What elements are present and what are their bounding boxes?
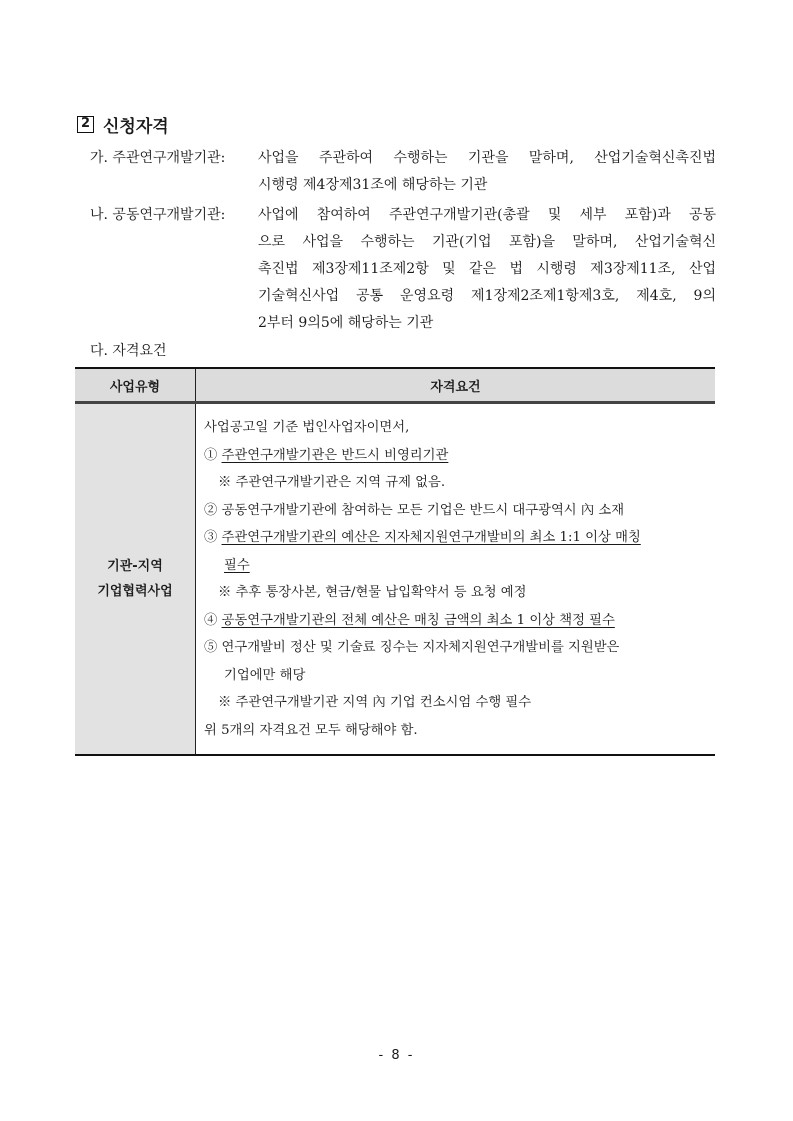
requirement-text: 주관연구개발기관은 반드시 비영리기관	[221, 447, 449, 463]
requirement-4	[204, 607, 707, 635]
requirement-text: 공동연구개발기관의 전체 예산은 매칭 금액의 최소 1 이상 책정 필수	[221, 612, 615, 628]
business-type-cell	[75, 403, 196, 756]
business-type-line: 기관-지역	[107, 559, 163, 574]
requirements-table	[75, 367, 715, 756]
table-row	[75, 403, 715, 756]
definition-line: 촉진법 제3장제11조제2항 및 같은 법 시행령 제3장제11조, 산업	[258, 261, 716, 277]
section-number-box: 2	[77, 116, 94, 133]
definition-line: 으로 사업을 수행하는 기관(기업 포함)을 말하며, 산업기술혁신	[258, 234, 716, 250]
requirement-5	[204, 634, 707, 662]
requirement-text: 연구개발비 정산 및 기술료 징수는 지자체지원연구개발비를 지원받은	[221, 640, 620, 655]
requirement-3	[204, 524, 707, 552]
item-marker: ③	[204, 530, 218, 545]
requirement-5-cont: 기업에만 해당	[224, 667, 306, 683]
business-type-line: 기업협력사업	[97, 584, 173, 599]
item-marker: ①	[204, 447, 218, 463]
requirement-5-note: ※ 주관연구개발기관 지역 內 기업 컨소시엄 수행 필수	[218, 695, 532, 710]
header-requirements: 자격요건	[196, 368, 716, 403]
requirements-cell	[196, 403, 716, 756]
definition-text	[258, 202, 716, 337]
requirement-1	[204, 442, 707, 470]
definition-label: 가. 주관연구개발기관:	[90, 150, 226, 166]
item-marker: ②	[204, 502, 218, 518]
intro-text: 사업공고일 기준 법인사업자이면서,	[204, 420, 410, 435]
definition-label: 나. 공동연구개발기관:	[90, 207, 226, 223]
requirement-3-cont	[204, 552, 707, 580]
requirement-text: 공동연구개발기관에 참여하는 모든 기업은 반드시 대구광역시 內 소재	[221, 502, 625, 518]
section-title	[77, 112, 169, 137]
item-marker: ④	[204, 612, 218, 628]
requirement-1-note: ※ 주관연구개발기관은 지역 규제 없음.	[218, 475, 446, 490]
requirement-text: 필수	[224, 557, 250, 573]
header-business-type: 사업유형	[75, 368, 196, 403]
definition-line: 사업을 주관하여 수행하는 기관을 말하며, 산업기술혁신촉진법	[258, 150, 716, 166]
definition-text	[258, 145, 716, 199]
definition-line: 시행령 제4장제31조에 해당하는 기관	[258, 177, 488, 193]
definition-line: 2부터 9의5에 해당하는 기관	[258, 315, 434, 331]
definition-line: 기술혁신사업 공통 운영요령 제1장제2조제1항제3호, 제4호, 9의	[258, 288, 716, 304]
requirement-3-note: ※ 추후 통장사본, 현금/현물 납입확약서 등 요청 예정	[218, 585, 527, 600]
requirement-text: 주관연구개발기관의 예산은 지자체지원연구개발비의 최소 1:1 이상 매칭	[221, 530, 641, 545]
item-marker: ⑤	[204, 640, 218, 655]
table-header-row	[75, 368, 715, 403]
page-number: - 8 -	[378, 1048, 415, 1063]
closing-text: 위 5개의 자격요건 모두 해당해야 함.	[204, 722, 418, 738]
definition-line: 사업에 참여하여 주관연구개발기관(총괄 및 세부 포함)과 공동	[258, 207, 716, 223]
section-title-text: 신청자격	[103, 117, 169, 137]
requirement-2	[204, 497, 707, 525]
requirements-heading: 다. 자격요건	[90, 343, 167, 359]
